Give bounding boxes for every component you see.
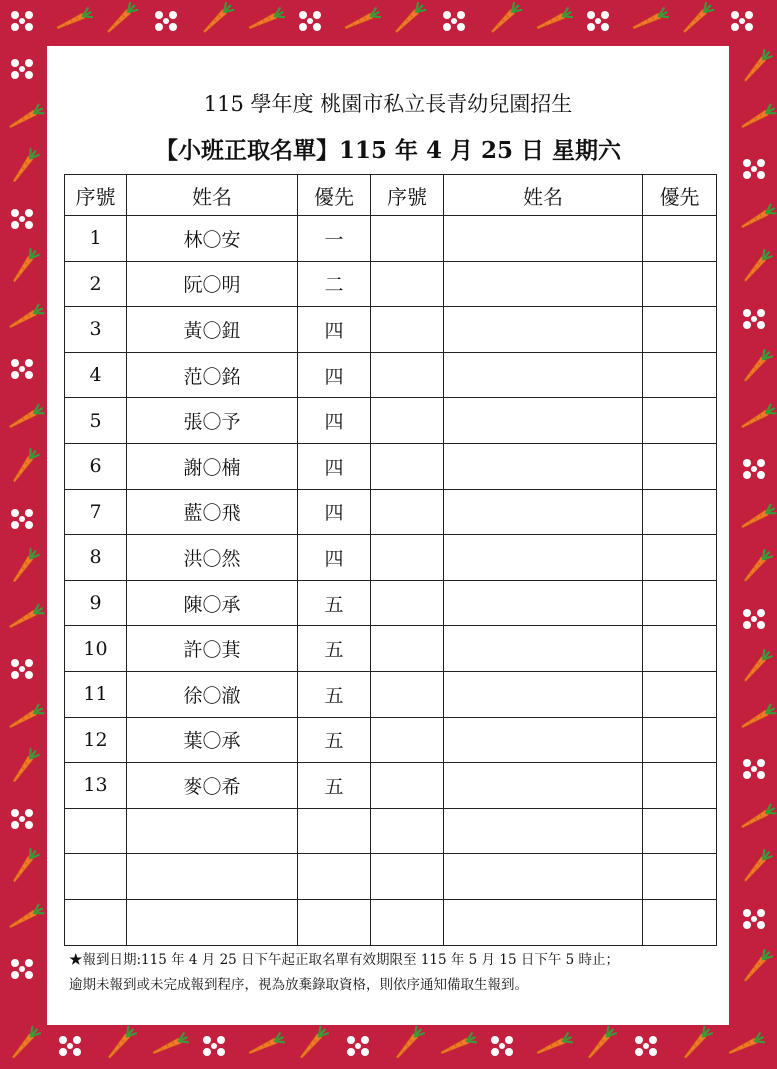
row-name-2 — [444, 763, 643, 809]
row-priority-2 — [643, 899, 717, 945]
row-number: 9 — [65, 580, 127, 626]
table-row — [65, 535, 717, 581]
row-name-2 — [444, 671, 643, 717]
row-name-2 — [444, 216, 643, 262]
table-row — [65, 443, 717, 489]
carrot-icon — [739, 804, 776, 831]
carrot-icon — [105, 2, 138, 35]
carrot-icon — [151, 1033, 189, 1058]
row-name-2 — [444, 398, 643, 444]
paw-print-icon — [11, 209, 33, 229]
paw-print-icon — [11, 959, 33, 979]
row-name-2 — [444, 626, 643, 672]
header-priority: 優先 — [298, 175, 371, 216]
carrot-icon — [10, 448, 39, 484]
carrot-icon — [739, 704, 776, 731]
carrot-icon — [681, 1026, 712, 1061]
row-number-2 — [371, 535, 444, 581]
carrot-icon — [297, 1026, 328, 1061]
carrot-icon — [55, 8, 93, 33]
paw-print-icon — [635, 1036, 657, 1056]
row-number: 10 — [65, 626, 127, 672]
carrot-icon — [7, 104, 44, 131]
row-priority — [298, 808, 371, 854]
row-name-2 — [444, 535, 643, 581]
row-number-2 — [371, 307, 444, 353]
paw-print-icon — [743, 909, 765, 929]
table-row — [65, 398, 717, 444]
row-priority-2 — [643, 854, 717, 900]
row-priority: 一 — [298, 216, 371, 262]
carrot-icon — [535, 1033, 573, 1058]
paw-print-icon — [491, 1036, 513, 1056]
row-number-2 — [371, 580, 444, 626]
row-number-2 — [371, 626, 444, 672]
carrot-icon — [10, 848, 39, 884]
carrot-icon — [741, 549, 772, 584]
row-priority: 四 — [298, 352, 371, 398]
document-paper — [47, 46, 729, 1025]
carrot-icon — [741, 849, 772, 884]
paw-print-icon — [59, 1036, 81, 1056]
row-name: 麥〇希 — [127, 763, 298, 809]
row-priority-2 — [643, 352, 717, 398]
row-priority: 五 — [298, 671, 371, 717]
row-priority-2 — [643, 717, 717, 763]
row-number: 1 — [65, 216, 127, 262]
carrot-icon — [393, 2, 426, 35]
row-name-2 — [444, 352, 643, 398]
paw-print-icon — [11, 59, 33, 79]
paw-print-icon — [743, 159, 765, 179]
row-priority-2 — [643, 763, 717, 809]
row-priority: 四 — [298, 398, 371, 444]
row-priority: 五 — [298, 626, 371, 672]
header-name: 姓名 — [127, 175, 298, 216]
table-row — [65, 489, 717, 535]
row-name — [127, 899, 298, 945]
list-title-date: 【小班正取名單】115 年 4 月 25 日 星期六 — [154, 137, 622, 164]
row-number-2 — [371, 717, 444, 763]
row-priority: 五 — [298, 580, 371, 626]
row-priority-2 — [643, 489, 717, 535]
row-number — [65, 899, 127, 945]
carrot-icon — [489, 2, 522, 35]
row-number-2 — [371, 899, 444, 945]
paw-print-icon — [743, 759, 765, 779]
row-name-2 — [444, 489, 643, 535]
table-row — [65, 717, 717, 763]
carrot-icon — [739, 404, 776, 431]
carrot-icon — [7, 704, 44, 731]
row-number: 5 — [65, 398, 127, 444]
table-row — [65, 261, 717, 307]
carrot-icon — [681, 2, 714, 35]
row-number: 13 — [65, 763, 127, 809]
row-priority-2 — [643, 398, 717, 444]
paw-print-icon — [203, 1036, 225, 1056]
paw-print-icon — [11, 359, 33, 379]
carrot-icon — [739, 204, 776, 231]
paw-print-icon — [11, 509, 33, 529]
carrot-icon — [247, 8, 285, 33]
carrot-icon — [7, 604, 44, 631]
table-row — [65, 899, 717, 945]
row-priority: 四 — [298, 307, 371, 353]
header-number-2: 序號 — [371, 175, 444, 216]
row-number-2 — [371, 398, 444, 444]
paw-print-icon — [587, 11, 609, 31]
table-row — [65, 216, 717, 262]
carrot-icon — [741, 949, 772, 984]
row-name: 洪〇然 — [127, 535, 298, 581]
row-priority-2 — [643, 580, 717, 626]
row-name: 徐〇澈 — [127, 671, 298, 717]
carrot-icon — [343, 8, 381, 33]
carrot-icon — [10, 148, 39, 184]
carrot-icon — [741, 249, 772, 284]
header-name-2: 姓名 — [444, 175, 643, 216]
row-name: 陳〇承 — [127, 580, 298, 626]
row-priority-2 — [643, 626, 717, 672]
row-number: 8 — [65, 535, 127, 581]
row-name — [127, 808, 298, 854]
carrot-icon — [7, 904, 44, 931]
paw-print-icon — [443, 11, 465, 31]
carrot-icon — [741, 349, 772, 384]
row-number: 7 — [65, 489, 127, 535]
row-name-2 — [444, 307, 643, 353]
paw-print-icon — [11, 809, 33, 829]
carrot-icon — [631, 8, 669, 33]
carrot-icon — [10, 248, 39, 284]
carrot-icon — [585, 1026, 616, 1061]
table-row — [65, 580, 717, 626]
row-priority: 四 — [298, 443, 371, 489]
row-priority-2 — [643, 261, 717, 307]
table-row — [65, 854, 717, 900]
row-name: 范〇銘 — [127, 352, 298, 398]
carrot-icon — [727, 1033, 765, 1058]
paw-print-icon — [743, 459, 765, 479]
row-name-2 — [444, 261, 643, 307]
carrot-icon — [439, 1033, 477, 1058]
row-number: 2 — [65, 261, 127, 307]
notice-line-1: ★報到日期:115 年 4 月 25 日下午起正取名單有效期限至 115 年 5 月 15 日下午 5 時止； — [69, 952, 619, 968]
paw-print-icon — [11, 659, 33, 679]
notice-line-2: 逾期未報到或未完成報到程序，視為放棄錄取資格，則依序通知備取生報到。 — [69, 977, 528, 993]
table-row — [65, 626, 717, 672]
carrot-icon — [393, 1026, 424, 1061]
table-row — [65, 763, 717, 809]
carrot-icon — [201, 2, 234, 35]
row-number-2 — [371, 854, 444, 900]
row-name: 林〇安 — [127, 216, 298, 262]
registration-notice — [69, 948, 719, 998]
paw-print-icon — [155, 11, 177, 31]
row-priority-2 — [643, 671, 717, 717]
row-number: 11 — [65, 671, 127, 717]
table-row — [65, 671, 717, 717]
carrot-icon — [741, 649, 772, 684]
row-priority: 二 — [298, 261, 371, 307]
carrot-icon — [7, 304, 44, 331]
row-number: 6 — [65, 443, 127, 489]
row-number: 3 — [65, 307, 127, 353]
carrot-icon — [105, 1026, 136, 1061]
row-number: 4 — [65, 352, 127, 398]
row-name: 藍〇飛 — [127, 489, 298, 535]
row-number-2 — [371, 489, 444, 535]
row-number-2 — [371, 763, 444, 809]
carrot-icon — [10, 748, 39, 784]
row-priority — [298, 899, 371, 945]
paw-print-icon — [743, 609, 765, 629]
paw-print-icon — [347, 1036, 369, 1056]
row-number-2 — [371, 216, 444, 262]
row-name: 黃〇鈕 — [127, 307, 298, 353]
carrot-icon — [10, 548, 39, 584]
row-priority-2 — [643, 808, 717, 854]
row-priority: 四 — [298, 489, 371, 535]
row-priority-2 — [643, 443, 717, 489]
row-name: 阮〇明 — [127, 261, 298, 307]
row-name: 葉〇承 — [127, 717, 298, 763]
row-number: 12 — [65, 717, 127, 763]
row-priority: 四 — [298, 535, 371, 581]
row-priority: 五 — [298, 763, 371, 809]
header-number: 序號 — [65, 175, 127, 216]
row-name-2 — [444, 808, 643, 854]
row-name-2 — [444, 899, 643, 945]
table-row — [65, 808, 717, 854]
row-number-2 — [371, 808, 444, 854]
row-number-2 — [371, 671, 444, 717]
row-name — [127, 854, 298, 900]
row-name: 張〇予 — [127, 398, 298, 444]
row-name-2 — [444, 854, 643, 900]
carrot-icon — [7, 404, 44, 431]
row-name-2 — [444, 717, 643, 763]
row-name: 謝〇楠 — [127, 443, 298, 489]
row-priority-2 — [643, 307, 717, 353]
table-header-row — [65, 175, 717, 216]
paw-print-icon — [743, 309, 765, 329]
header-priority-2: 優先 — [643, 175, 717, 216]
row-name-2 — [444, 443, 643, 489]
carrot-icon — [535, 8, 573, 33]
row-priority — [298, 854, 371, 900]
row-priority-2 — [643, 216, 717, 262]
row-number-2 — [371, 443, 444, 489]
carrot-icon — [739, 504, 776, 531]
carrot-icon — [741, 49, 772, 84]
paw-print-icon — [731, 11, 753, 31]
row-number — [65, 808, 127, 854]
paw-print-icon — [11, 11, 33, 31]
row-priority: 五 — [298, 717, 371, 763]
row-name-2 — [444, 580, 643, 626]
row-priority-2 — [643, 535, 717, 581]
table-row — [65, 307, 717, 353]
row-number — [65, 854, 127, 900]
row-number-2 — [371, 352, 444, 398]
admission-list-table — [64, 174, 717, 946]
carrot-icon — [9, 1026, 40, 1061]
carrot-icon — [739, 104, 776, 131]
row-name: 許〇萁 — [127, 626, 298, 672]
school-enrollment-title: 115 學年度 桃園市私立長青幼兒園招生 — [203, 92, 573, 116]
table-row — [65, 352, 717, 398]
paw-print-icon — [299, 11, 321, 31]
row-number-2 — [371, 261, 444, 307]
carrot-icon — [247, 1033, 285, 1058]
